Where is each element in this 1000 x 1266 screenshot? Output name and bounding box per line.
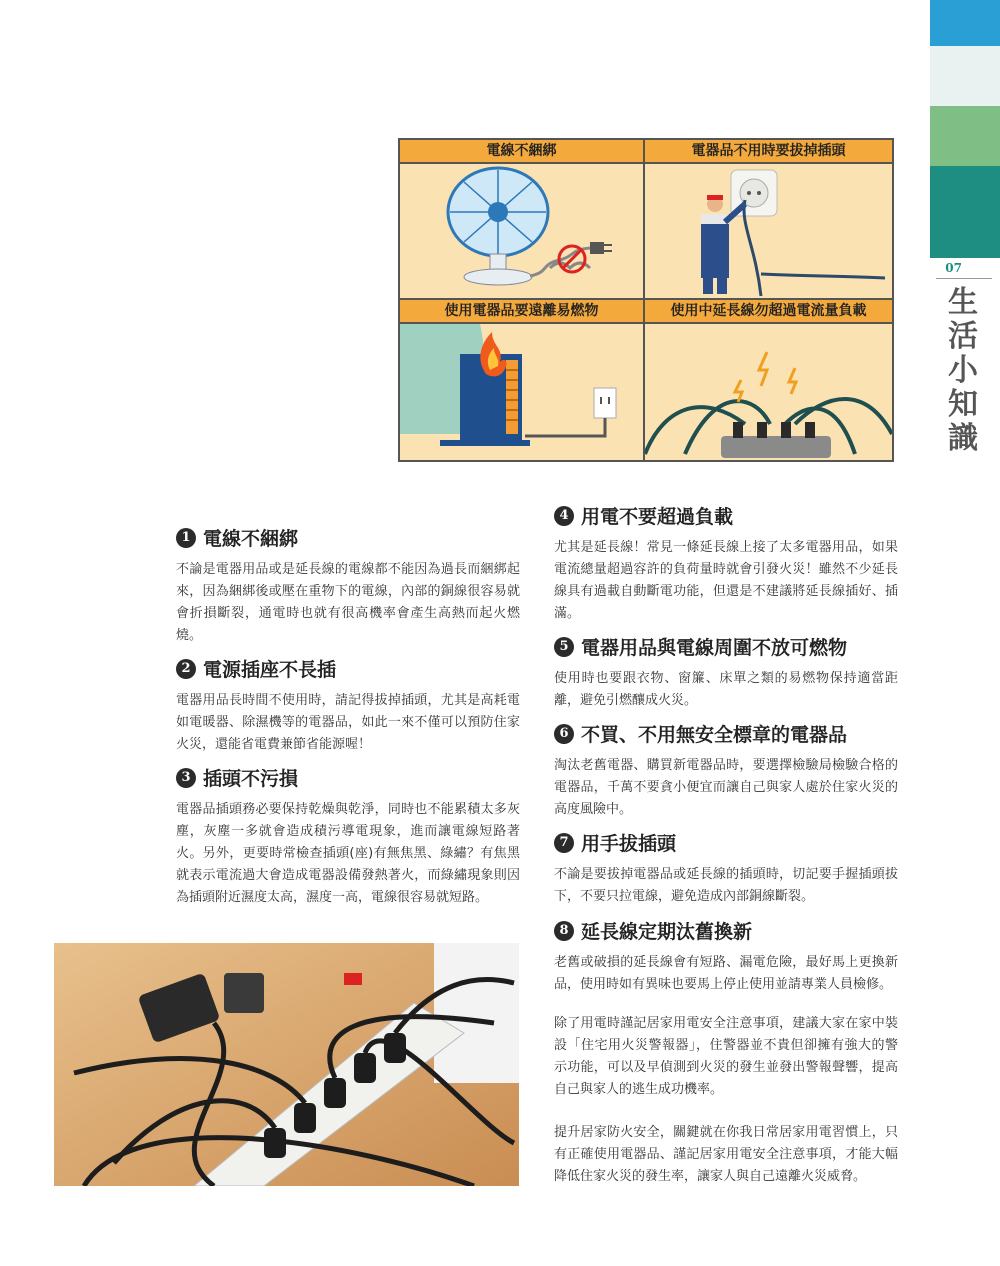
section-title: 電線不綑綁 (203, 528, 299, 550)
safety-illustration-grid (398, 138, 894, 462)
section-title: 電器用品與電線周圍不放可燃物 (581, 637, 848, 659)
section-number: 2 (176, 659, 196, 679)
section-heading (554, 917, 898, 944)
section-title: 延長線定期汰舊換新 (581, 921, 753, 943)
section-body: 不論是電器用品或是延長線的電線都不能因為過長而綑綁起來，因為綑綁後或壓在重物下的電線，內部的銅線很容易就會折損斷裂，通電時也就有很高機率會產生高熱而起火燃燒。 (176, 562, 520, 643)
section-8 (554, 917, 898, 996)
section-title: 插頭不污損 (203, 768, 299, 790)
section-number: 7 (554, 833, 574, 853)
section-heading (554, 720, 898, 747)
chapter-title: 生活小知識 (948, 285, 978, 456)
worker-unplugging-icon (645, 164, 892, 298)
section-6 (554, 720, 898, 821)
section-body: 電器品插頭務必要保持乾燥與乾淨，同時也不能累積太多灰塵，灰塵一多就會造成積污導電現象，進而讓電線短路著火。另外，更要時常檢查插頭(座)有無焦黑、綠繡？有焦黑就表示電流過大會造成電器設備發熱著火，而綠繡現象則因為插頭附近濕度太高，濕度一高，電線很容易就短路。 (176, 802, 520, 905)
section-heading (554, 829, 898, 856)
section-heading (554, 633, 898, 660)
section-2 (176, 655, 520, 756)
chapter-divider (936, 278, 992, 279)
section-title: 用手拔插頭 (581, 833, 677, 855)
section-heading (176, 524, 520, 551)
panel-label: 電器品不用時要拔掉插頭 (645, 140, 892, 164)
closing-paragraph-1 (554, 1013, 898, 1101)
fire-heater-icon (400, 324, 643, 460)
section-number: 3 (176, 768, 196, 788)
section-number: 6 (554, 724, 574, 744)
panel-no-overload (645, 300, 892, 460)
panel-cord-not-bundled (400, 140, 645, 300)
section-number: 4 (554, 506, 574, 526)
section-title: 用電不要超過負載 (581, 506, 734, 528)
tangled-cords-power-strip-icon (54, 943, 519, 1186)
section-7 (554, 829, 898, 908)
section-1 (176, 524, 520, 647)
section-number: 1 (176, 528, 196, 548)
panel-label: 使用電器品要遠離易燃物 (400, 300, 643, 324)
section-body: 尤其是延長線！常見一條延長線上接了太多電器用品，如果電流總量超過容許的負荷量時就會引發火災！雖然不少延長線具有過載自動斷電功能，但還是不建議將延長線插好、插滿。 (554, 540, 898, 621)
fan-icon (400, 164, 643, 298)
section-body: 使用時也要跟衣物、窗簾、床單之類的易燃物保持適當距離，避免引燃釀成火災。 (554, 671, 898, 708)
power-strip-photo (54, 943, 519, 1186)
section-5 (554, 633, 898, 712)
panel-label: 電線不綑綁 (400, 140, 643, 164)
section-body: 不論是要拔掉電器品或延長線的插頭時，切記要手握插頭拔下，不要只拉電線，避免造成內部銅線斷裂。 (554, 867, 898, 904)
section-4 (554, 502, 898, 625)
sidebar-teal-stripe (930, 166, 1000, 258)
section-body: 電器用品長時間不使用時，請記得拔掉插頭，尤其是高耗電如電暖器、除濕機等的電器品，如此一來不僅可以預防住家火災，還能省電費兼節省能源喔！ (176, 693, 520, 752)
sidebar-light-stripe (930, 46, 1000, 106)
closing-text: 提升居家防火安全，關鍵就在你我日常居家用電習慣上，只有正確使用電器品、謹記居家用電安全注意事項，才能大幅降低住家火災的發生率，讓家人與自己遠離火災威脅。 (554, 1125, 898, 1184)
sidebar-green-stripe (930, 106, 1000, 166)
section-number: 5 (554, 637, 574, 657)
section-body: 老舊或破損的延長線會有短路、漏電危險，最好馬上更換新品，使用時如有異味也要馬上停止使用並請專業人員檢修。 (554, 955, 898, 992)
section-heading (554, 502, 898, 529)
sidebar-blue-stripe (930, 0, 1000, 46)
section-heading (176, 764, 520, 791)
section-3 (176, 764, 520, 909)
section-title: 不買、不用無安全標章的電器品 (581, 724, 848, 746)
panel-label: 使用中延長線勿超過電流量負載 (645, 300, 892, 324)
closing-paragraph-2 (554, 1122, 898, 1188)
overloaded-power-strip-icon (645, 324, 892, 460)
section-title: 電源插座不長插 (203, 659, 337, 681)
section-body: 淘汰老舊電器、購買新電器品時，要選擇檢驗局檢驗合格的電器品，千萬不要貪小便宜而讓自己與家人處於住家火災的高度風險中。 (554, 758, 898, 817)
section-number: 8 (554, 921, 574, 941)
section-heading (176, 655, 520, 682)
panel-keep-away-flammables (400, 300, 645, 460)
panel-unplug-when-unused (645, 140, 892, 300)
closing-text: 除了用電時謹記居家用電安全注意事項，建議大家在家中裝設「住宅用火災警報器」，住警器並不貴但卻擁有強大的警示功能，可以及早偵測到火災的發生並發出警報聲響，提高自己與家人的逃生成功機率。 (554, 1016, 898, 1097)
chapter-number: 07 (945, 261, 962, 275)
